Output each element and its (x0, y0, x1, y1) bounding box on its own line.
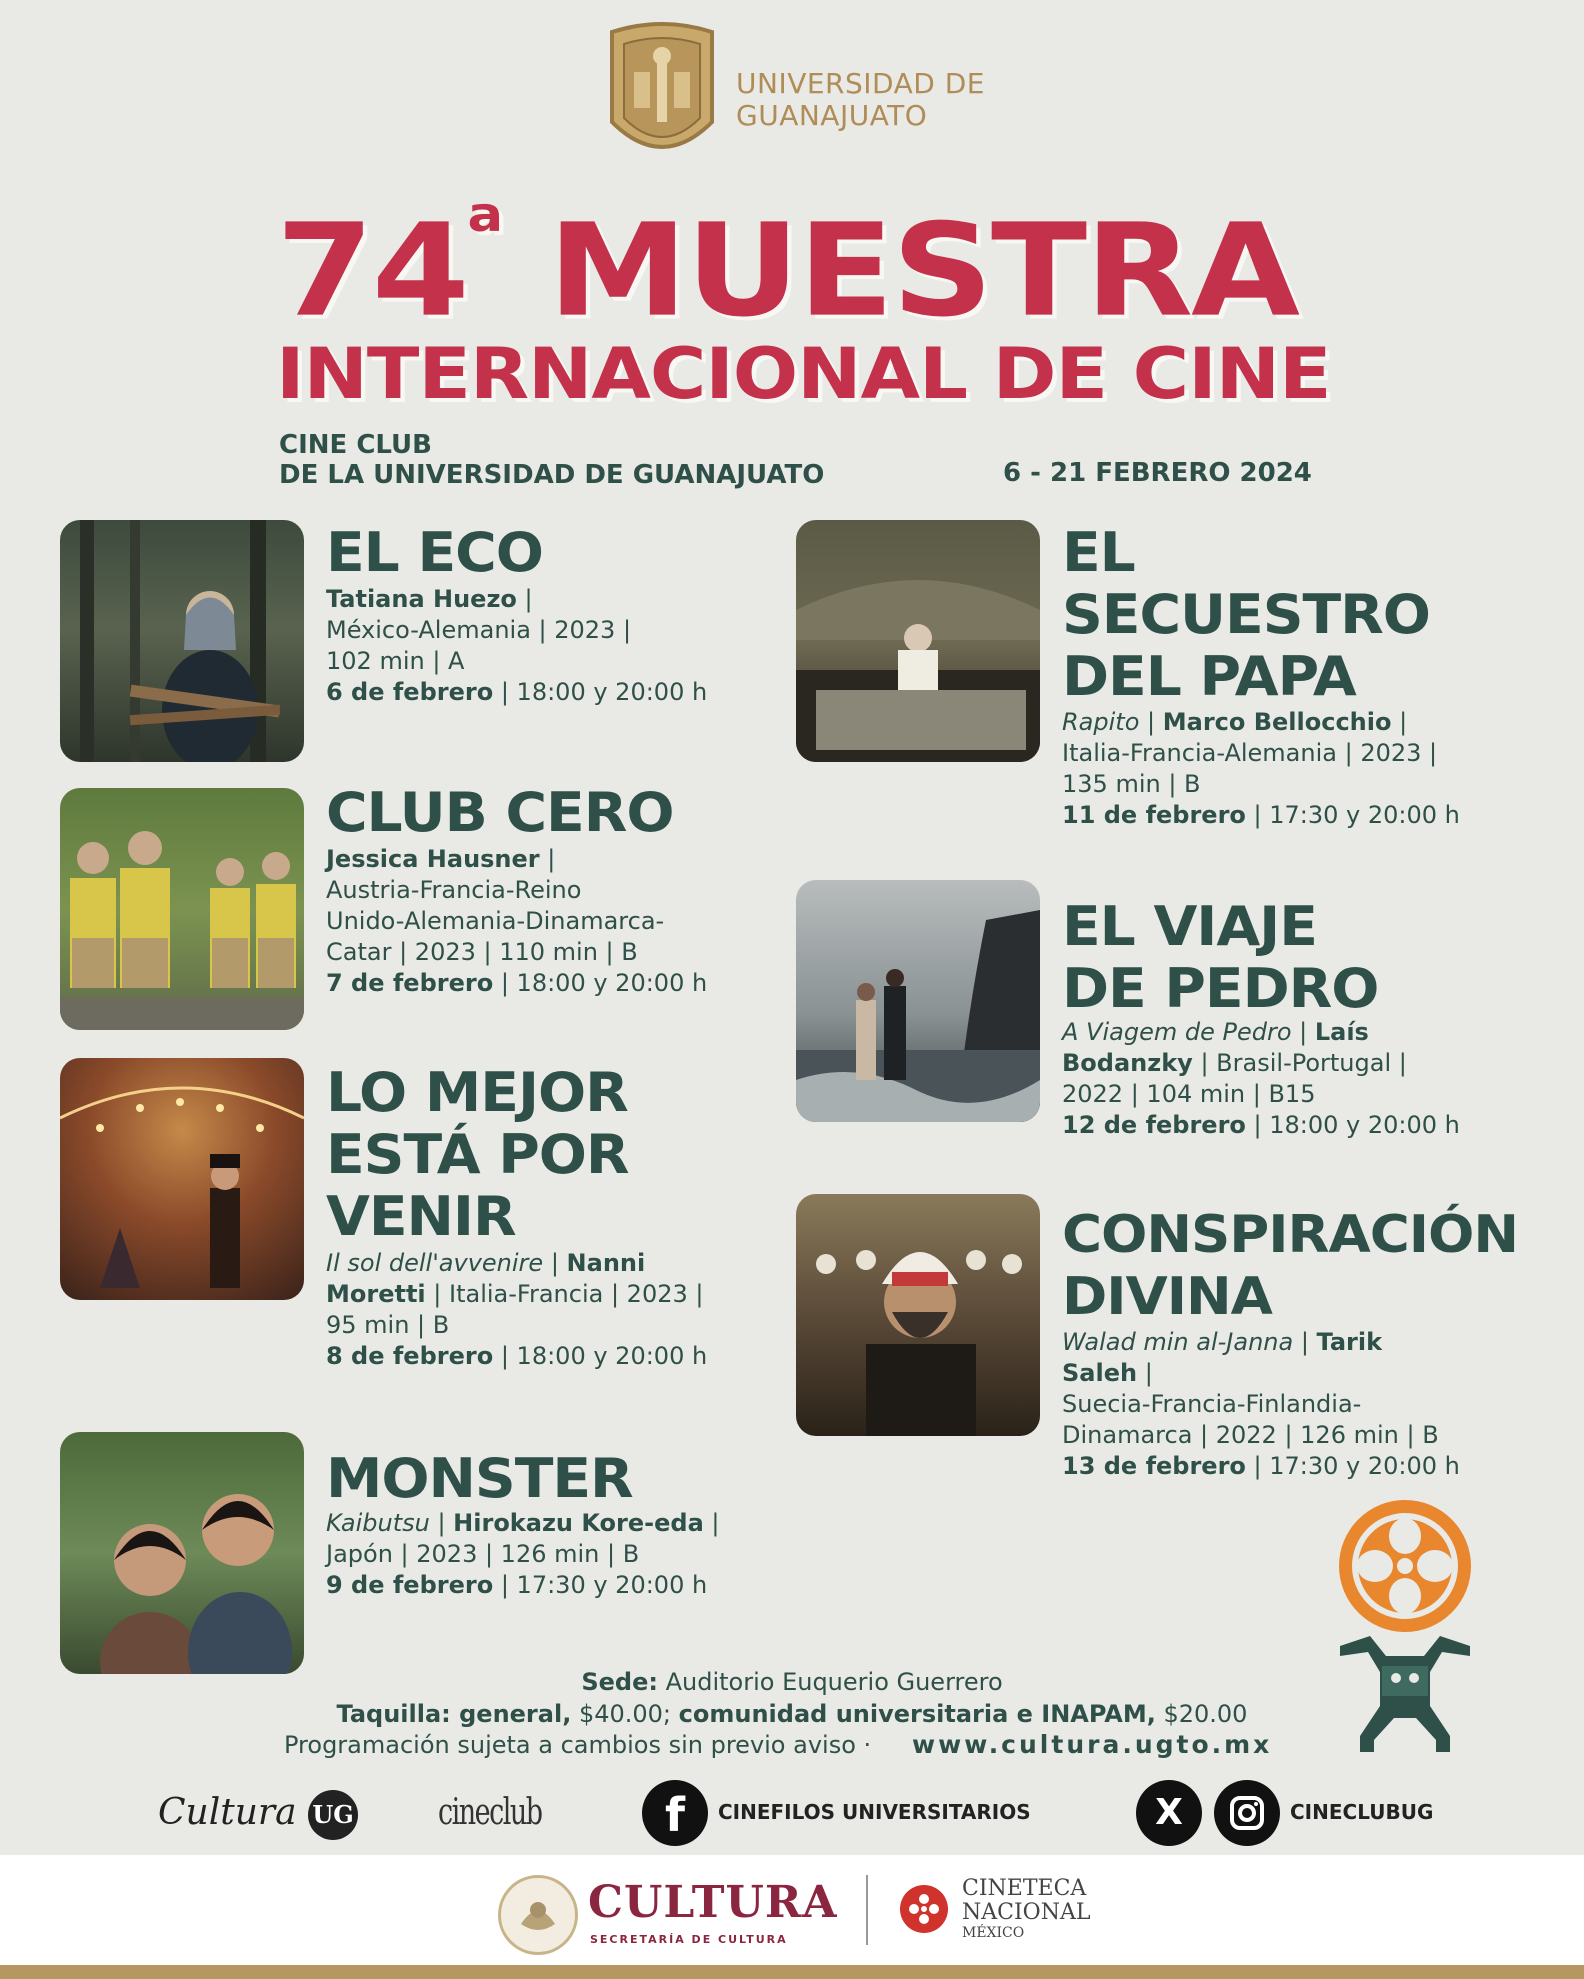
director: Nanni (566, 1249, 646, 1277)
bottom-gold-bar (0, 1965, 1584, 1979)
director-cont: Bodanzky (1062, 1049, 1193, 1077)
divider (866, 1875, 868, 1945)
film-duration: 95 min | B (326, 1311, 450, 1339)
screening-times: | 17:30 y 20:00 h (1253, 801, 1460, 829)
film-title-line3: VENIR (326, 1185, 516, 1248)
film-title-el-eco: EL ECO (326, 521, 543, 584)
cineclub-logo: cineclub (438, 1792, 542, 1833)
original-title: A Viagem de Pedro (1062, 1018, 1292, 1046)
original-title: Walad min al-Janna (1062, 1328, 1294, 1356)
poster-secuestro (796, 520, 1040, 762)
screening-times: | 17:30 y 20:00 h (500, 1571, 708, 1599)
mexico-seal-icon (498, 1875, 578, 1955)
film-title-line1: EL VIAJE (1062, 895, 1317, 958)
poster-el-eco (60, 520, 304, 762)
title-number: 74 (276, 196, 468, 346)
film-title-line1: LO MEJOR (326, 1061, 628, 1124)
website-link[interactable]: www.cultura.ugto.mx (912, 1730, 1273, 1759)
screening-date: 7 de febrero (326, 969, 494, 997)
ticket-general-price: $40.00; (578, 1700, 672, 1728)
poster-monster (60, 1432, 304, 1674)
film-title-line2: ESTÁ POR (326, 1123, 629, 1186)
university-name (736, 68, 985, 132)
screening-date: 13 de febrero (1062, 1452, 1246, 1480)
screening-date: 12 de febrero (1062, 1111, 1246, 1139)
ticket-prices (0, 1700, 1584, 1728)
secretaria-text: SECRETARÍA DE CULTURA (590, 1933, 788, 1946)
film-title-viaje-pedro (1062, 896, 1378, 1020)
film-title-line2: DIVINA (1062, 1267, 1272, 1327)
title-ordinal: a (467, 187, 501, 243)
instagram-icon[interactable] (1214, 1780, 1280, 1846)
university-name-line2: GUANAJUATO (736, 99, 928, 132)
film-title-line3: DEL PAPA (1062, 645, 1356, 708)
film-info-lo-mejor: Il sol dell'avvenire | Nanni Moretti | Italia-Francia | 2023 | 95 min | B 8 de febrero | 18:00 y 20:00 h (326, 1249, 708, 1370)
film-title-secuestro (1062, 522, 1430, 708)
film-info-monster: Kaibutsu | Hirokazu Kore-eda | Japón | 2023 | 126 min | B 9 de febrero | 17:30 y 20:00 h (326, 1509, 720, 1599)
sponsor-band (0, 1855, 1584, 1965)
original-title: Kaibutsu (326, 1509, 430, 1537)
film-duration: 2022 | 104 min | B15 (1062, 1080, 1316, 1108)
director: Tatiana Huezo (326, 585, 517, 613)
film-duration: 102 min | A (326, 647, 465, 675)
film-countries: Italia-Francia-Alemania | 2023 | (1062, 739, 1438, 767)
film-countries: México-Alemania | 2023 | (326, 616, 632, 644)
screening-date: 6 de febrero (326, 678, 494, 706)
university-seal-logo (602, 22, 722, 170)
venue-value: Auditorio Euquerio Guerrero (665, 1668, 1003, 1696)
director: Hirokazu Kore-eda (453, 1509, 704, 1537)
film-title-club-cero: CLUB CERO (326, 781, 674, 844)
director: Jessica Hausner (326, 845, 540, 873)
film-duration: Dinamarca | 2022 | 126 min | B (1062, 1421, 1439, 1449)
cineteca-line2: NACIONAL (962, 1900, 1091, 1925)
film-duration: Catar | 2023 | 110 min | B (326, 938, 638, 966)
screening-date: 9 de febrero (326, 1571, 494, 1599)
venue (0, 1668, 1584, 1696)
film-countries: Austria-Francia-Reino (326, 876, 582, 904)
cultura-ug-logo (158, 1790, 358, 1840)
screening-times: | 18:00 y 20:00 h (1253, 1111, 1460, 1139)
social-handle[interactable]: CINECLUBUG (1290, 1800, 1434, 1824)
film-title-conspiracion (1062, 1204, 1518, 1328)
cineteca-reel-icon (900, 1885, 948, 1933)
poster-viaje-pedro (796, 880, 1040, 1122)
director: Laís (1314, 1018, 1369, 1046)
director-cont: Moretti (326, 1280, 426, 1308)
social-row (0, 1770, 1584, 1850)
film-countries: | Italia-Francia | 2023 | (433, 1280, 704, 1308)
director-cont: Saleh (1062, 1359, 1138, 1387)
screening-times: | 18:00 y 20:00 h (500, 678, 708, 706)
film-title-line2: SECUESTRO (1062, 583, 1430, 646)
film-info-viaje-pedro: A Viagem de Pedro | Laís Bodanzky | Brasil-Portugal | 2022 | 104 min | B15 12 de febrero | 18:00 y 20:00 h (1062, 1018, 1460, 1139)
film-countries-cont: Unido-Alemania-Dinamarca- (326, 907, 665, 935)
cineteca-logo-text (962, 1877, 1090, 1941)
original-title: Rapito (1062, 708, 1140, 736)
ticket-community-label: comunidad universitaria e INAPAM, (678, 1700, 1156, 1728)
organizer-line2: DE LA UNIVERSIDAD DE GUANAJUATO (279, 460, 825, 490)
film-title-line2: DE PEDRO (1062, 957, 1379, 1020)
screening-date: 11 de febrero (1062, 801, 1246, 829)
film-countries: Japón | 2023 | 126 min | B (326, 1540, 640, 1568)
original-title: Il sol dell'avvenire (326, 1249, 544, 1277)
film-info-secuestro: Rapito | Marco Bellocchio | Italia-Francia-Alemania | 2023 | 135 min | B 11 de febrero | 17:30 y 20:00 h (1062, 708, 1460, 829)
facebook-icon[interactable]: f (642, 1780, 708, 1846)
film-info-el-eco: Tatiana Huezo | México-Alemania | 2023 | 102 min | A 6 de febrero | 18:00 y 20:00 h (326, 585, 708, 706)
poster-conspiracion (796, 1194, 1040, 1436)
schedule-notice: Programación sujeta a cambios sin previo aviso · (284, 1731, 872, 1759)
film-duration: 135 min | B (1062, 770, 1201, 798)
title-word: MUESTRA (547, 196, 1298, 346)
screening-times: | 18:00 y 20:00 h (500, 1342, 708, 1370)
director: Marco Bellocchio (1162, 708, 1392, 736)
venue-label: Sede: (581, 1668, 658, 1696)
poster-lo-mejor (60, 1058, 304, 1300)
screening-date: 8 de febrero (326, 1342, 494, 1370)
university-name-line1: UNIVERSIDAD DE (736, 67, 985, 100)
cineteca-line3: MÉXICO (962, 1925, 1025, 1941)
screening-times: | 17:30 y 20:00 h (1253, 1452, 1460, 1480)
x-twitter-icon[interactable]: X (1136, 1780, 1202, 1846)
film-countries: | Brasil-Portugal | (1200, 1049, 1407, 1077)
cineteca-line1: CINETECA (962, 1876, 1087, 1901)
ticket-community-price: $20.00 (1163, 1700, 1248, 1728)
cultura-logo-text: CULTURA (588, 1877, 838, 1928)
festival-dates: 6 - 21 FEBRERO 2024 (1003, 458, 1312, 488)
film-title-lo-mejor (326, 1062, 628, 1248)
poster-club-cero (60, 788, 304, 1030)
organizer-line1: CINE CLUB (279, 430, 432, 460)
film-info-club-cero: Jessica Hausner | Austria-Francia-Reino Unido-Alemania-Dinamarca- Catar | 2023 | 110 min | B 7 de febrero | 18:00 y 20:00 h (326, 845, 708, 997)
film-title-line1: EL (1062, 521, 1135, 584)
organizer (279, 430, 824, 490)
film-countries: Suecia-Francia-Finlandia- (1062, 1390, 1362, 1418)
facebook-handle[interactable]: CINEFILOS UNIVERSITARIOS (718, 1800, 1031, 1824)
screening-times: | 18:00 y 20:00 h (500, 969, 708, 997)
main-title-line2: INTERNACIONAL DE CINE (276, 333, 1331, 415)
director: Tarik (1316, 1328, 1383, 1356)
film-title-line1: CONSPIRACIÓN (1062, 1205, 1519, 1265)
film-title-monster: MONSTER (326, 1447, 633, 1510)
ticket-label: Taquilla: general, (336, 1700, 572, 1728)
main-title (276, 187, 1298, 346)
cultura-ug-text: Cultura (158, 1792, 297, 1833)
ug-badge: UG (308, 1790, 358, 1840)
film-info-conspiracion: Walad min al-Janna | Tarik Saleh | Suecia-Francia-Finlandia- Dinamarca | 2022 | 126 min | B 13 de febrero | 17:30 y 20:00 h (1062, 1328, 1460, 1480)
